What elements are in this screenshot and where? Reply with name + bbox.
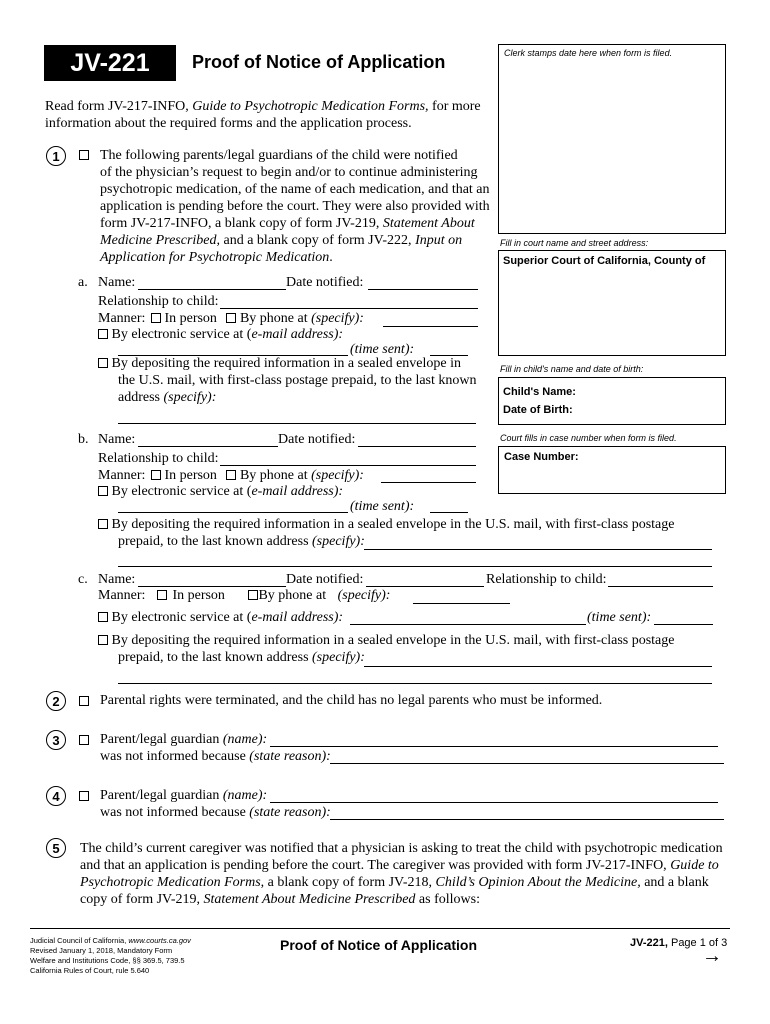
case-label: Court fills in case number when form is filed. xyxy=(500,433,677,443)
a-relationship-field[interactable] xyxy=(220,308,478,309)
item-1-checkbox[interactable] xyxy=(79,150,89,160)
item-5-number: 5 xyxy=(46,838,66,858)
item-4-name-field[interactable] xyxy=(270,802,718,803)
a-name-field[interactable] xyxy=(138,289,286,290)
item-2-number: 2 xyxy=(46,691,66,711)
next-page-arrow-icon[interactable]: → xyxy=(702,945,722,967)
item-4-checkbox[interactable] xyxy=(79,791,89,801)
b-phone-checkbox[interactable] xyxy=(226,470,236,480)
b-address-field-2[interactable] xyxy=(118,566,712,567)
child-name-label: Child's Name: xyxy=(503,386,576,398)
footer-divider xyxy=(30,928,730,929)
b-electronic-checkbox[interactable] xyxy=(98,486,108,496)
section-b: b. Name: Date notified: xyxy=(78,431,498,450)
footer-title: Proof of Notice of Application xyxy=(280,937,478,953)
form-title: Proof of Notice of Application xyxy=(192,52,446,72)
item-4-number: 4 xyxy=(46,786,66,806)
court-label: Fill in court name and street address: xyxy=(500,238,649,248)
c-time-sent-label: (time sent): xyxy=(587,610,652,625)
court-title: Superior Court of California, County of xyxy=(503,255,706,267)
b-name-field[interactable] xyxy=(138,446,278,447)
a-mail: By depositing the required information in a sealed envelope in the U.S. mail, with first-class postage prepaid, to the last known address (specify): xyxy=(98,355,493,406)
c-electronic: By electronic service at (e-mail address): xyxy=(98,609,343,626)
c-phone-field[interactable] xyxy=(413,603,510,604)
b-electronic: By electronic service at (e-mail address): xyxy=(98,483,343,500)
c-phone-checkbox[interactable] xyxy=(248,590,258,600)
c-in-person-checkbox[interactable] xyxy=(157,590,167,600)
clerk-stamp-box xyxy=(498,44,726,234)
a-phone-field[interactable] xyxy=(383,326,478,327)
a-manner: Manner: In person By phone at (specify): xyxy=(98,311,364,326)
child-dob-label: Date of Birth: xyxy=(503,404,573,416)
c-address-field-2[interactable] xyxy=(118,683,712,684)
child-info-field[interactable] xyxy=(498,377,726,425)
c-relationship-field[interactable] xyxy=(608,586,713,587)
c-address-field-1[interactable] xyxy=(364,666,712,667)
clerk-stamp-note: Clerk stamps date here when form is filed. xyxy=(504,48,673,58)
item-2-checkbox[interactable] xyxy=(79,696,89,706)
a-date-field[interactable] xyxy=(368,289,478,290)
case-number-label: Case Number: xyxy=(504,451,579,463)
c-row-1: c. Name: Date notified: Relationship to child: xyxy=(78,571,728,588)
b-relationship: Relationship to child: xyxy=(98,451,219,466)
item-1-number: 1 xyxy=(46,146,66,166)
b-time-field[interactable] xyxy=(430,512,468,513)
b-time-sent-label: (time sent): xyxy=(350,499,415,514)
a-phone-checkbox[interactable] xyxy=(226,313,236,323)
intro-text: Read form JV-217-INFO, Guide to Psychotropic Medication Forms, for more information about the required forms and the application process. xyxy=(45,99,481,131)
item-2-text: Parental rights were terminated, and the child has no legal parents who must be informed. xyxy=(100,693,603,708)
item-3-text: Parent/legal guardian (name): was not informed because (state reason): xyxy=(100,732,331,764)
item-5-text: The child’s current caregiver was notified that a physician is asking to treat the child with psychotropic medication and that an application is pending before the court. The caregiver was provided with form JV-217-INFO, Guide to Psychotropic Medication Forms, a blank copy of form JV-218, Child’s Opinion About the Medicine, and a blank copy of form JV-219, Statement About Medicine Prescribed as follows: xyxy=(80,841,723,907)
c-time-field[interactable] xyxy=(654,624,713,625)
a-electronic-checkbox[interactable] xyxy=(98,329,108,339)
item-4-reason-field[interactable] xyxy=(330,819,724,820)
footer-notes: Judicial Council of California, www.courts.ca.gov Revised January 1, 2018, Mandatory Form Welfare and Institutions Code, §§ 369.5, 739.5 California Rules of Court, rule 5.640 xyxy=(30,936,191,975)
item-3-reason-field[interactable] xyxy=(330,763,724,764)
b-email-field[interactable] xyxy=(118,512,348,513)
child-label: Fill in child's name and date of birth: xyxy=(500,364,644,374)
a-electronic: By electronic service at (e-mail address): xyxy=(98,326,343,343)
b-date-field[interactable] xyxy=(358,446,476,447)
form-number: JV-221 xyxy=(70,49,150,77)
c-email-field[interactable] xyxy=(350,624,586,625)
b-relationship-field[interactable] xyxy=(220,465,476,466)
c-mail: By depositing the required information in a sealed envelope in the U.S. mail, with first-class postage prepaid, to the last known address (specify): xyxy=(98,632,738,666)
b-manner: Manner: In person By phone at (specify): xyxy=(98,468,364,483)
item-4-text: Parent/legal guardian (name): was not informed because (state reason): xyxy=(100,788,331,820)
item-3-number: 3 xyxy=(46,730,66,750)
item-3-checkbox[interactable] xyxy=(79,735,89,745)
a-relationship: Relationship to child: xyxy=(98,294,219,309)
item-3-name-field[interactable] xyxy=(270,746,718,747)
a-time-sent-label: (time sent): xyxy=(350,342,415,357)
b-mail-checkbox[interactable] xyxy=(98,519,108,529)
c-mail-checkbox[interactable] xyxy=(98,635,108,645)
b-mail: By depositing the required information in a sealed envelope in the U.S. mail, with first-class postage prepaid, to the last known address (specify): xyxy=(98,516,738,550)
b-phone-field[interactable] xyxy=(381,482,476,483)
section-a: a. Name: Date notified: xyxy=(78,274,498,293)
a-address-field[interactable] xyxy=(118,423,476,424)
footer-page-info: JV-221, Page 1 of 3 xyxy=(630,937,728,949)
a-mail-checkbox[interactable] xyxy=(98,358,108,368)
b-address-field-1[interactable] xyxy=(364,549,712,550)
c-manner: Manner: In person By phone at (specify): xyxy=(98,588,391,603)
item-1-text: The following parents/legal guardians of the child were notified of the physician’s request to begin and/or to continue administering psychotropic medication, of the name of each medication, and that an application is pending before the court. They were also provided with form JV-217-INFO, a blank copy of form JV-219, Statement About Medicine Prescribed, and a blank copy of form JV-222, Input on Application for Psychotropic Medication. xyxy=(100,148,490,265)
a-in-person-checkbox[interactable] xyxy=(151,313,161,323)
b-in-person-checkbox[interactable] xyxy=(151,470,161,480)
c-electronic-checkbox[interactable] xyxy=(98,612,108,622)
